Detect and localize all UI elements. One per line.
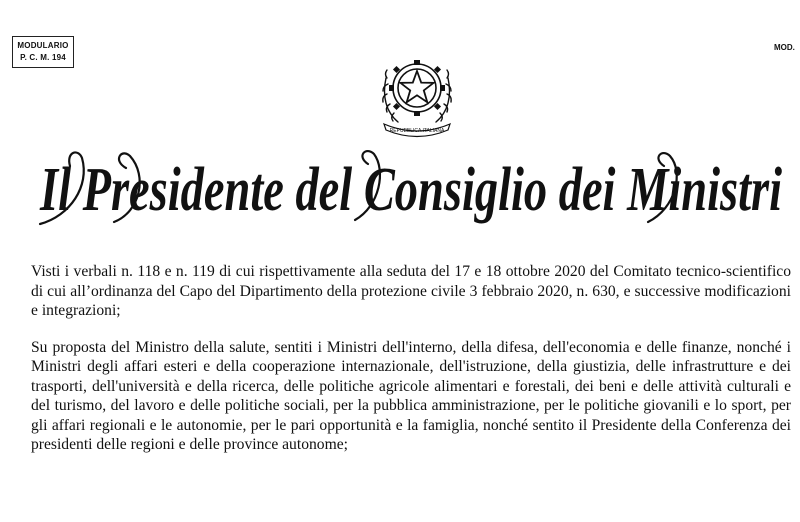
mod-label: MOD. xyxy=(774,43,795,52)
emblem-of-italy-icon xyxy=(376,44,458,138)
form-code-line-2: P. C. M. 194 xyxy=(20,53,66,62)
page-title-text: Il Presidente del Consiglio dei Ministri xyxy=(39,156,782,224)
paragraph-visti: Visti i verbali n. 118 e n. 119 di cui rispettivamente alla seduta del 17 e 18 ottobre 2020 del Comitato tecnico-scientifico di cui all’ordinanza del Capo del Dipartimento della protezione civile 3 febbraio 2020, n. 630, e successive modificazioni e integrazioni; xyxy=(31,263,791,319)
page-title xyxy=(30,146,785,230)
form-code-box xyxy=(12,36,74,68)
document-body xyxy=(31,262,791,472)
emblem-ribbon-text: REPUBBLICA ITALIANA xyxy=(389,128,445,134)
paragraph-su-proposta: Su proposta del Ministro della salute, sentiti i Ministri dell'interno, della difesa, dell'economia e delle finanze, nonché i Ministri degli affari esteri e della cooperazione internazionale, dell'istruzione, della giustizia, delle infrastrutture e dei trasporti, dell'università e della ricerca, delle politiche agricole alimentari e forestali, dei beni e delle attività culturali e del turismo, del lavoro e delle politiche sociali, per la pubblica amministrazione, per le politiche giovanili e lo sport, per gli affari regionali e le autonomie, per le pari opportunità e la famiglia, nonché sentito il Presidente della Conferenza dei presidenti delle regioni e delle province autonome; xyxy=(31,338,791,453)
form-code-line-1: MODULARIO xyxy=(17,41,69,50)
